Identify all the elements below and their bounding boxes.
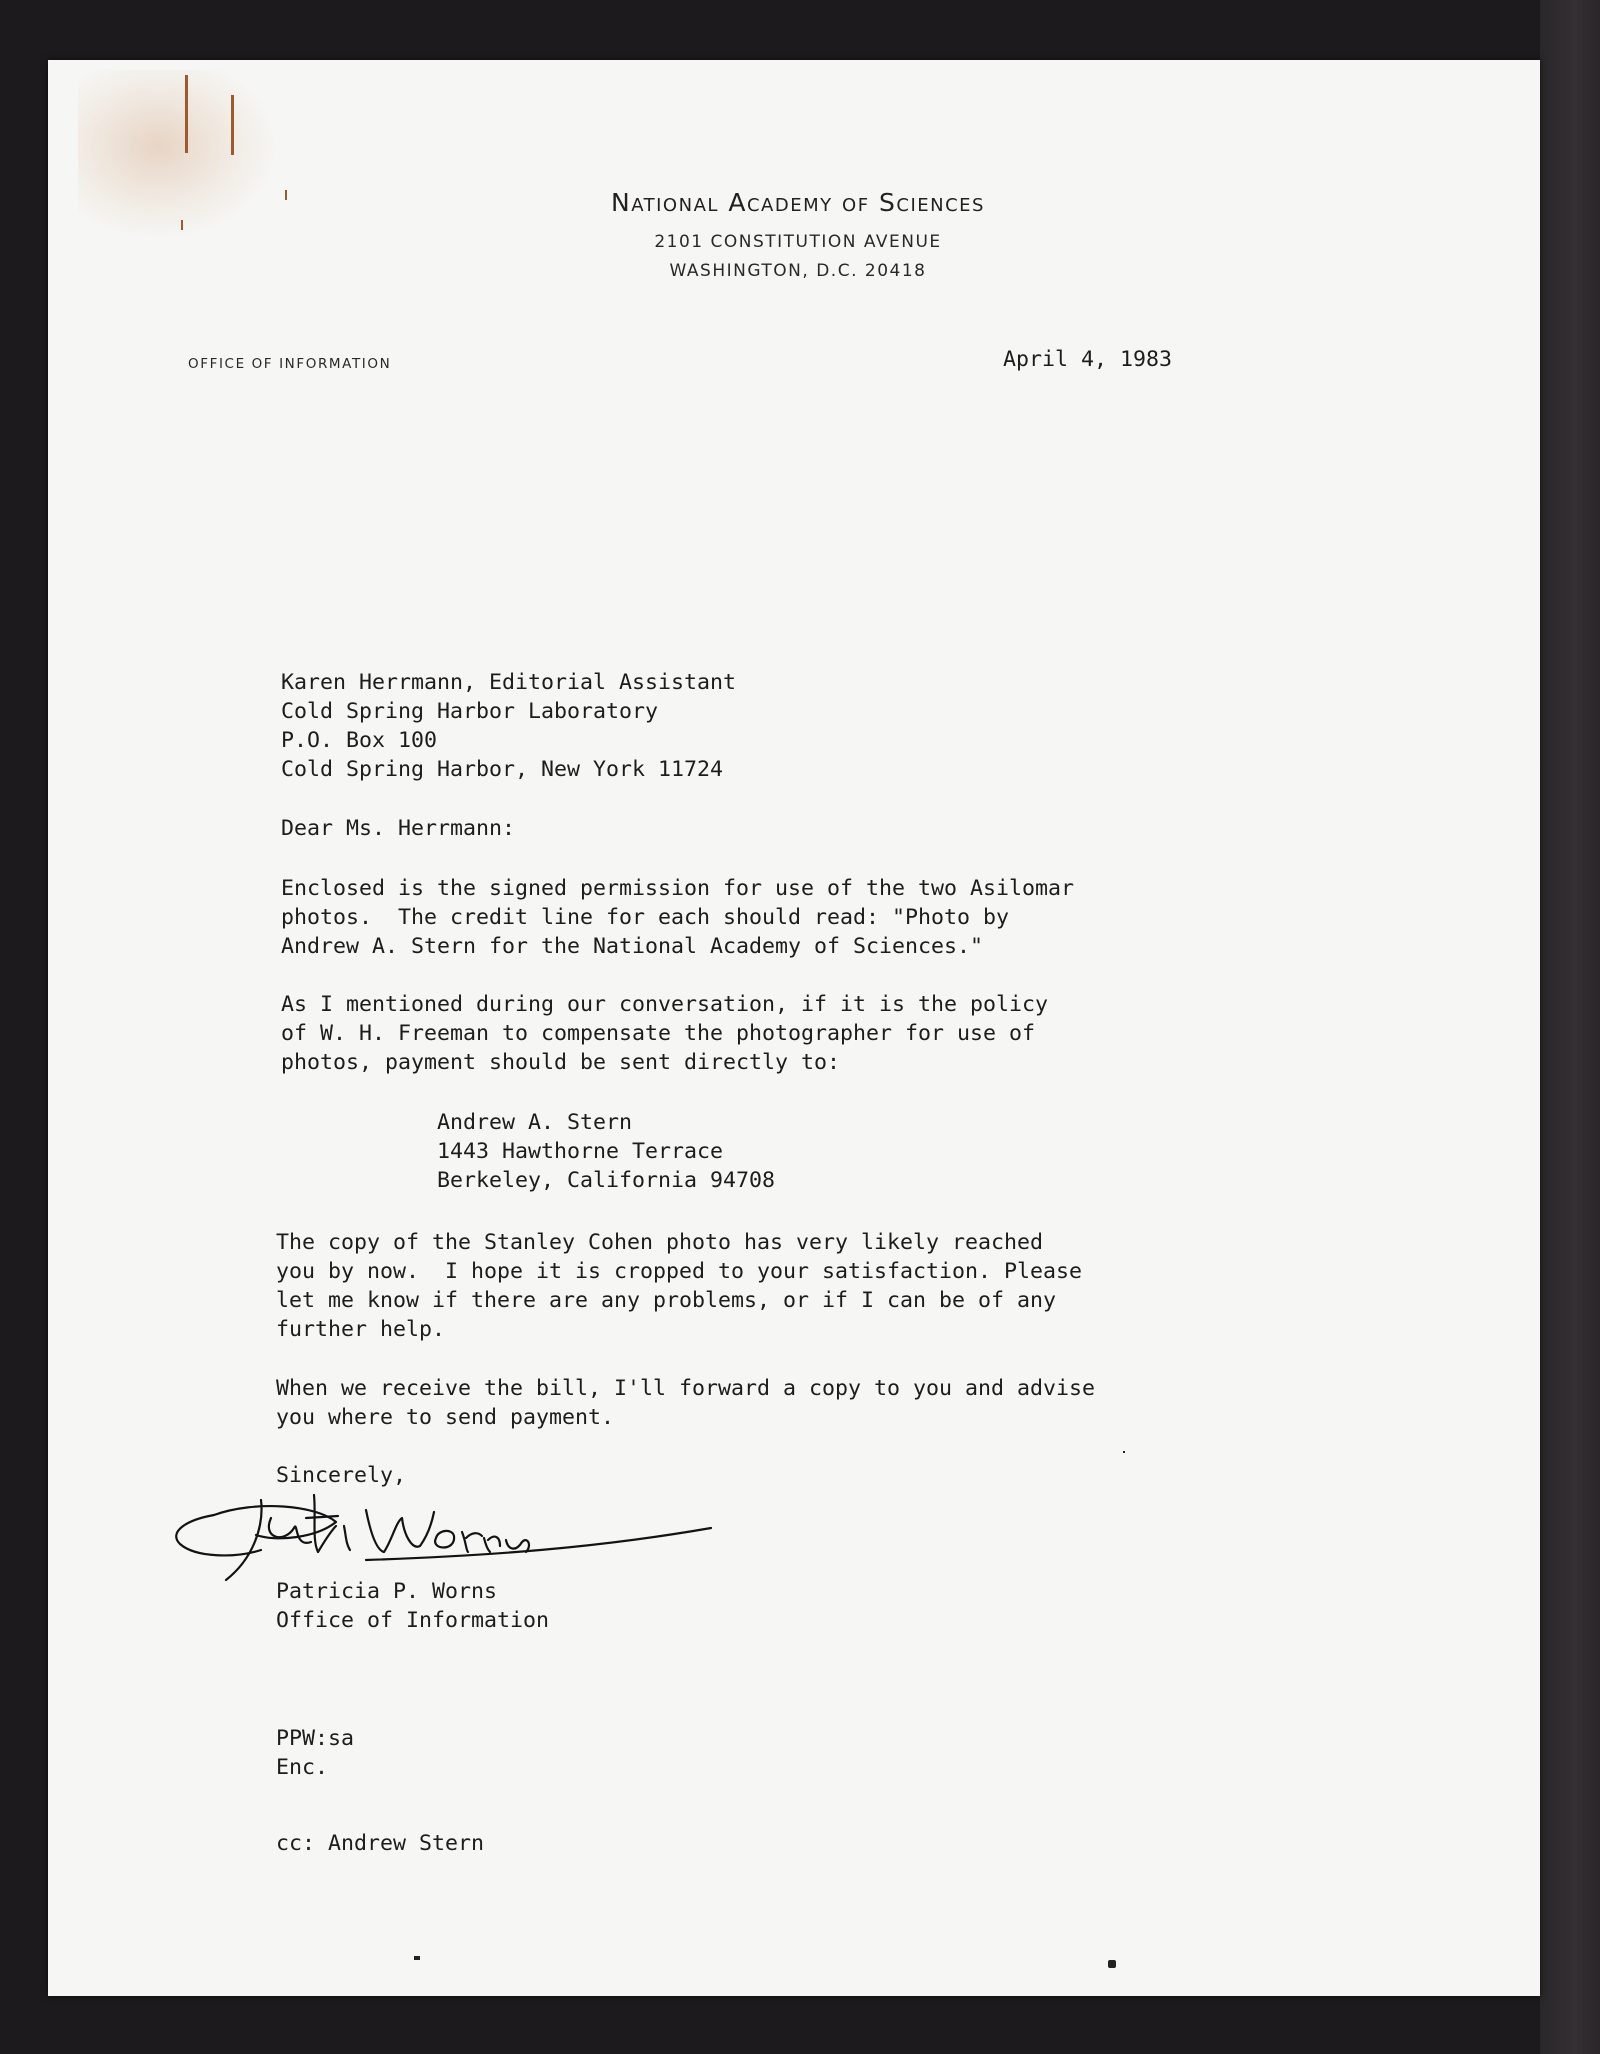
paragraph-4 (276, 1374, 1095, 1432)
signer-block (276, 1577, 549, 1635)
recipient-line: Karen Herrmann, Editorial Assistant (281, 670, 737, 695)
enclosure-note: Enc. (276, 1755, 329, 1780)
paragraph-line: As I mentioned during our conversation, if it is the policy (281, 992, 1049, 1017)
paragraph-1 (281, 874, 1074, 961)
letterhead-name: National Academy of Sciences (611, 188, 985, 217)
recipient-line: P.O. Box 100 (281, 728, 438, 753)
recipient-line: Cold Spring Harbor Laboratory (281, 699, 659, 724)
payee-line: 1443 Hawthorne Terrace (437, 1139, 724, 1164)
payee-line: Andrew A. Stern (437, 1110, 633, 1135)
paragraph-line: Enclosed is the signed permission for use of the two Asilomar (281, 876, 1075, 901)
letter-date: April 4, 1983 (1003, 347, 1173, 372)
paragraph-line: photos, payment should be sent directly to: (281, 1050, 841, 1075)
payee-address (437, 1108, 775, 1195)
stain-mark (231, 95, 234, 155)
stain-mark (181, 220, 183, 230)
paragraph-line: let me know if there are any problems, or if I can be of any (276, 1288, 1057, 1313)
paragraph-line: of W. H. Freeman to compensate the photographer for use of (281, 1021, 1036, 1046)
signer-office: Office of Information (276, 1608, 550, 1633)
backdrop (1540, 0, 1600, 2054)
reference-initials: PPW:sa (276, 1726, 355, 1751)
paper-speck (1108, 1960, 1116, 1968)
paragraph-3 (276, 1228, 1082, 1344)
paper-speck (414, 1956, 420, 1960)
paragraph-line: Andrew A. Stern for the National Academy of Sciences." (281, 934, 984, 959)
paragraph-line: photos. The credit line for each should read: "Photo by (281, 905, 1010, 930)
handwritten-signature (166, 1480, 726, 1590)
paragraph-line: you by now. I hope it is cropped to your satisfaction. Please (276, 1259, 1083, 1284)
letterhead-street: 2101 CONSTITUTION AVENUE (654, 232, 942, 252)
reference-block (276, 1724, 354, 1782)
paragraph-line: The copy of the Stanley Cohen photo has very likely reached (276, 1230, 1044, 1255)
payee-line: Berkeley, California 94708 (437, 1168, 776, 1193)
carbon-copy: cc: Andrew Stern (276, 1831, 485, 1856)
paragraph-line: you where to send payment. (276, 1405, 615, 1430)
letterhead-office: OFFICE OF INFORMATION (188, 356, 392, 372)
paper-speck (1123, 1451, 1125, 1453)
signer-name: Patricia P. Worns (276, 1579, 498, 1604)
paragraph-line: When we receive the bill, I'll forward a copy to you and advise (276, 1376, 1096, 1401)
closing: Sincerely, (276, 1463, 407, 1488)
paragraph-2 (281, 990, 1048, 1077)
recipient-address (281, 668, 736, 784)
salutation: Dear Ms. Herrmann: (281, 816, 516, 841)
paragraph-line: further help. (276, 1317, 446, 1342)
stain-mark (185, 75, 188, 153)
recipient-line: Cold Spring Harbor, New York 11724 (281, 757, 724, 782)
letterhead-city: WASHINGTON, D.C. 20418 (669, 261, 927, 281)
